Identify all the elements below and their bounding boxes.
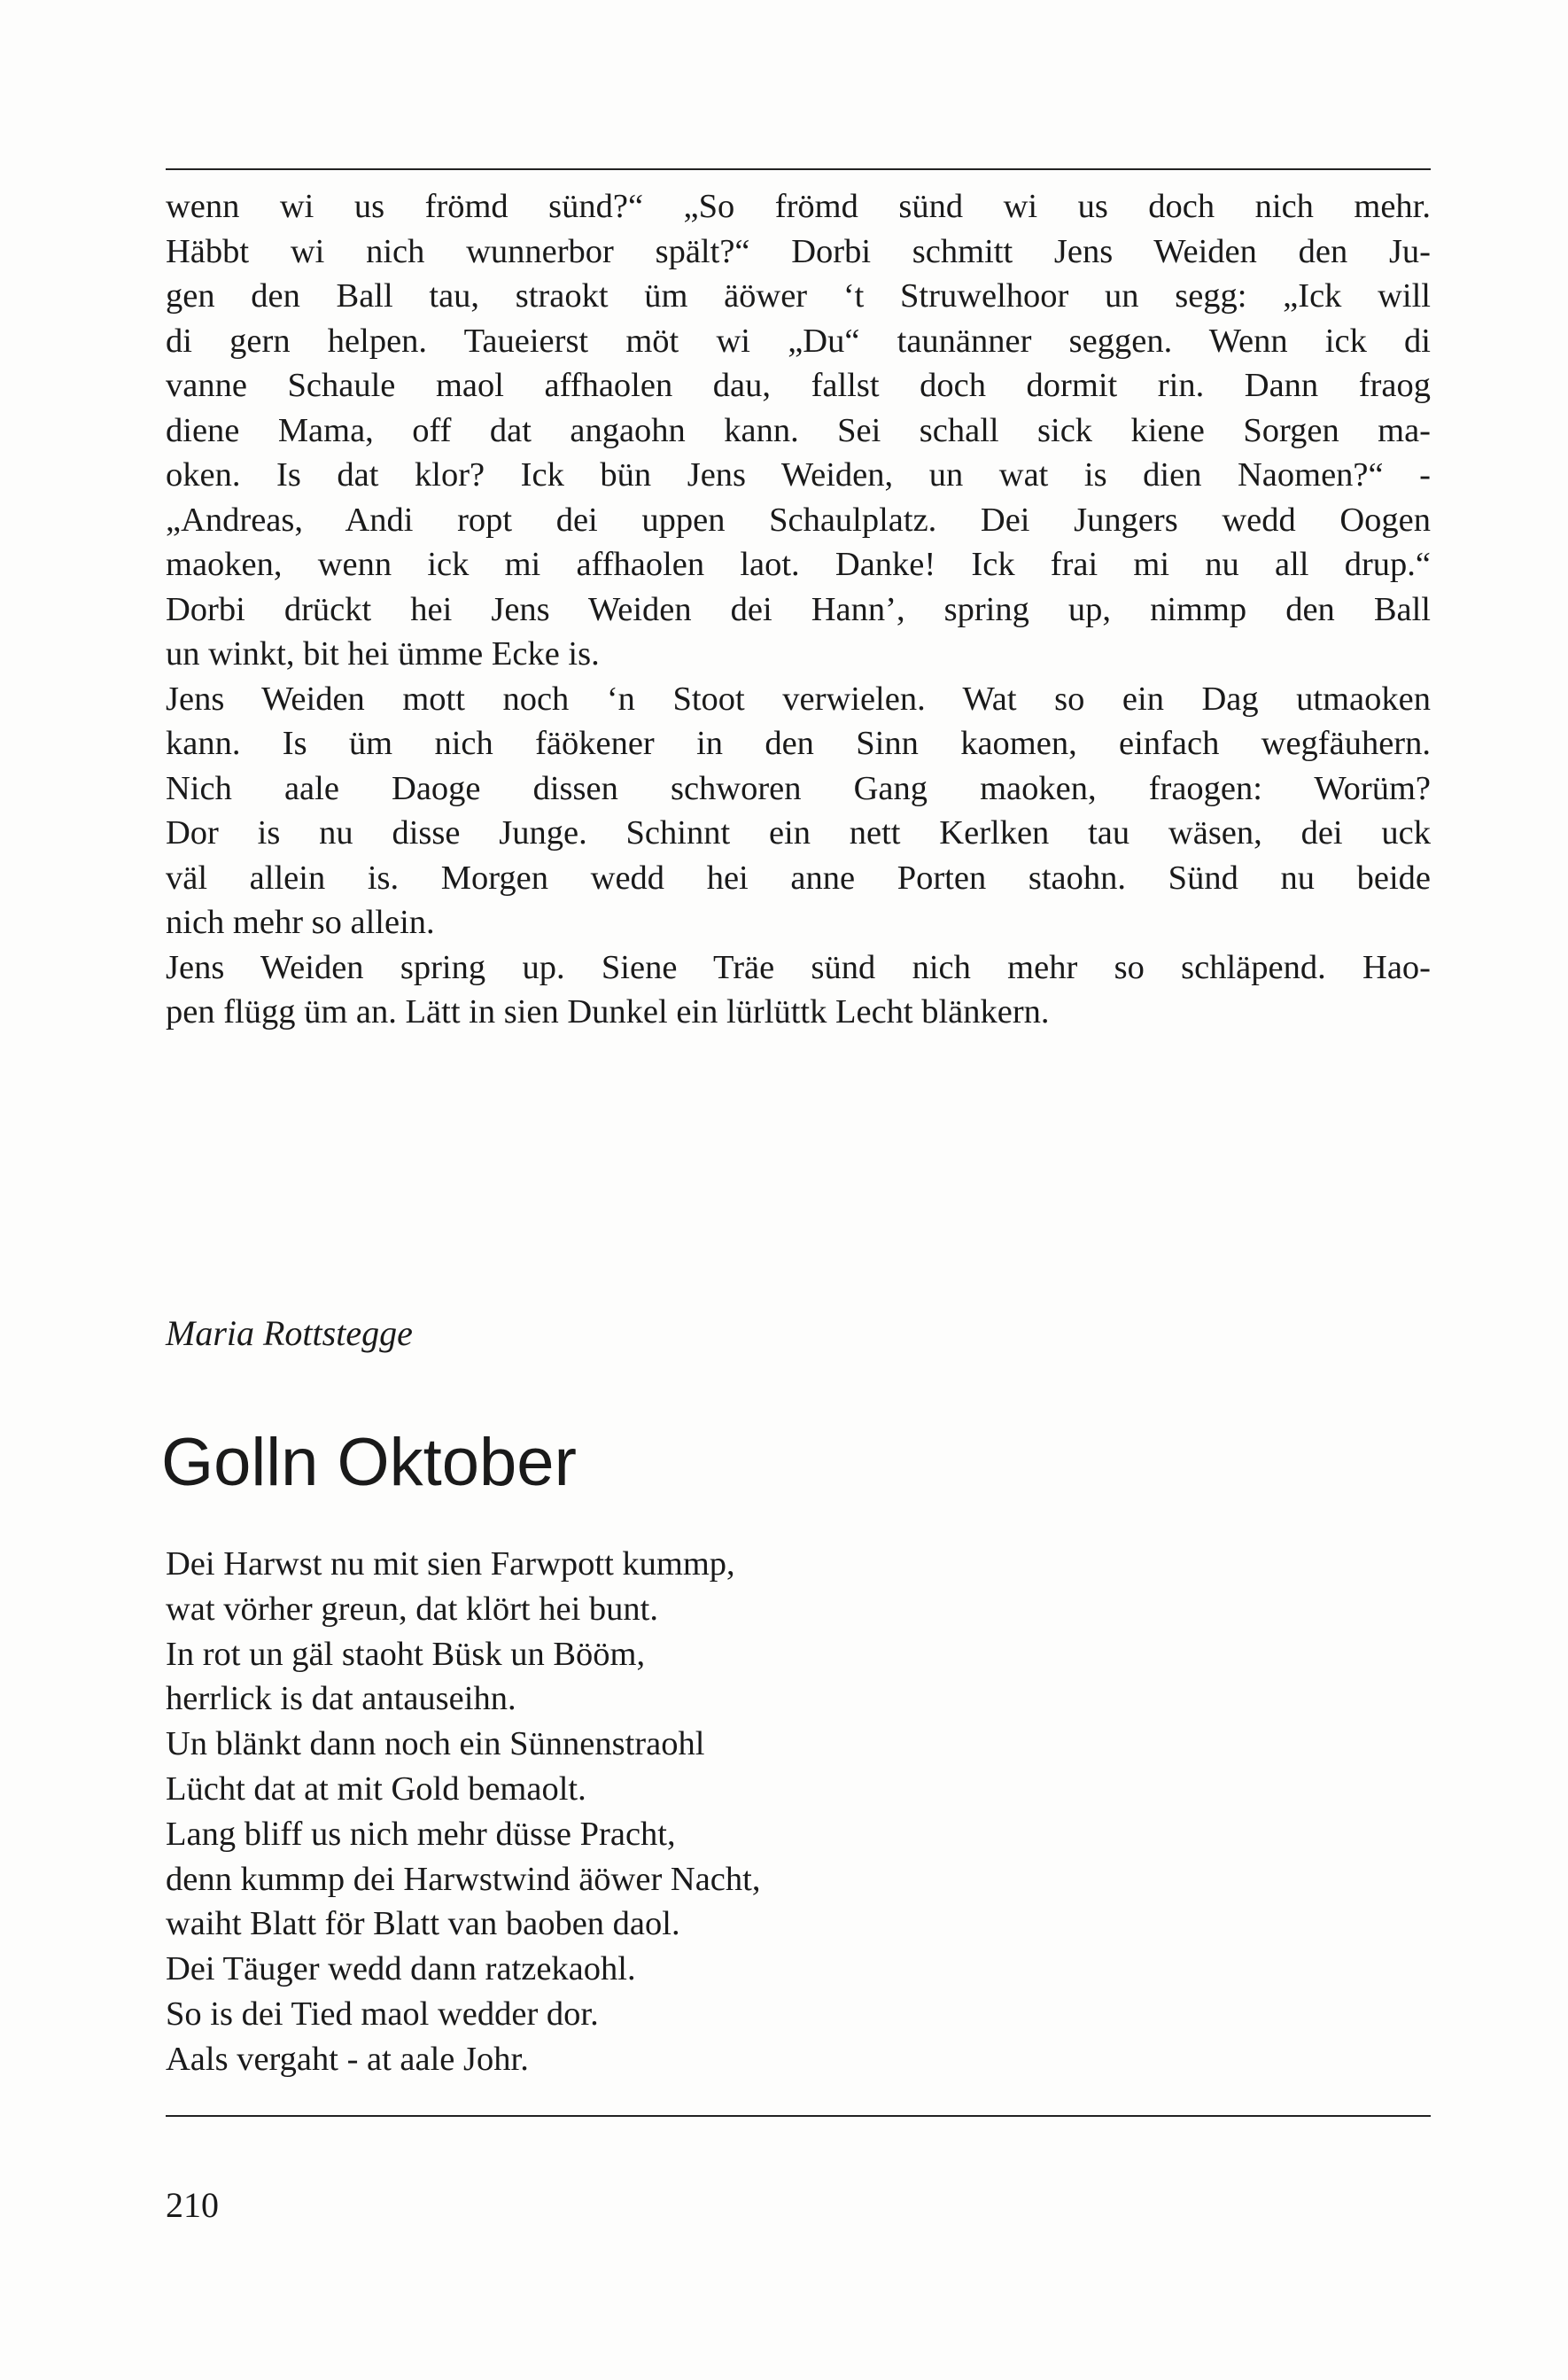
poem-verse: Lang bliff us nich mehr düsse Pracht, — [166, 1815, 676, 1853]
poem-verse: Aals vergaht - at aale Johr. — [166, 2040, 529, 2078]
prose-line: Nich aale Daoge dissen schworen Gang maoken, fraogen: Worüm? — [166, 769, 1431, 807]
prose-line: Dor is nu disse Junge. Schinnt ein nett Kerlken tau wäsen, dei uck — [166, 814, 1431, 852]
poem-verse: denn kummp dei Harwstwind äöwer Nacht, — [166, 1860, 761, 1898]
prose-line: di gern helpen. Taueierst möt wi „Du“ taunänner seggen. Wenn ick di — [166, 322, 1431, 360]
poem-verse: herrlick is dat antauseihn. — [166, 1680, 516, 1718]
poem-verse: Un blänkt dann noch ein Sünnenstraohl — [166, 1725, 705, 1763]
prose-line: Jens Weiden spring up. Siene Träe sünd nich mehr so schläpend. Hao- — [166, 948, 1431, 986]
prose-line: wenn wi us frömd sünd?“ „So frömd sünd wi us doch nich mehr. — [166, 188, 1431, 225]
poem-verse: In rot un gäl staoht Büsk un Bööm, — [166, 1635, 646, 1673]
prose-line: gen den Ball tau, straokt üm äöwer ‘t Struwelhoor un segg: „Ick will — [166, 277, 1431, 315]
prose-line: Häbbt wi nich wunnerbor spält?“ Dorbi schmitt Jens Weiden den Ju- — [166, 232, 1431, 270]
poem-verse: So is dei Tied maol wedder dor. — [166, 1995, 599, 2033]
prose-line: väl allein is. Morgen wedd hei anne Porten staohn. Sünd nu beide — [166, 859, 1431, 897]
prose-line: kann. Is üm nich fäökener in den Sinn kaomen, einfach wegfäuhern. — [166, 725, 1431, 762]
poem-title: Golln Oktober — [161, 1425, 577, 1500]
bottom-rule — [166, 2115, 1431, 2117]
prose-line: „Andreas, Andi ropt dei uppen Schaulplatz. Dei Jungers wedd Oogen — [166, 501, 1431, 539]
poem-verse: Lücht dat at mit Gold bemaolt. — [166, 1769, 586, 1808]
prose-line: vanne Schaule maol affhaolen dau, fallst doch dormit rin. Dann fraog — [166, 367, 1431, 404]
poem-verse: Dei Täuger wedd dann ratzekaohl. — [166, 1950, 636, 1988]
prose-line: pen flügg üm an. Lätt in sien Dunkel ein lürlüttk Lecht blänkern. — [166, 993, 1050, 1031]
prose-block — [166, 184, 1431, 1035]
poem-verse: Dei Harwst nu mit sien Farwpott kummp, — [166, 1545, 735, 1583]
prose-line: nich mehr so allein. — [166, 904, 435, 941]
prose-line: un winkt, bit hei ümme Ecke is. — [166, 635, 600, 673]
prose-line: oken. Is dat klor? Ick bün Jens Weiden, un wat is dien Naomen?“ - — [166, 456, 1431, 494]
prose-line: Dorbi drückt hei Jens Weiden dei Hann’, spring up, nimmp den Ball — [166, 590, 1431, 628]
prose-line: Jens Weiden mott noch ‘n Stoot verwielen. Wat so ein Dag utmaoken — [166, 680, 1431, 718]
author-name: Maria Rottstegge — [166, 1313, 413, 1353]
poem-verse: waiht Blatt för Blatt van baoben daol. — [166, 1905, 680, 1943]
page-number: 210 — [166, 2185, 219, 2225]
prose-line: maoken, wenn ick mi affhaolen laot. Danke! Ick frai mi nu all drup.“ — [166, 546, 1431, 583]
top-rule — [166, 168, 1431, 170]
poem-verse: wat vörher greun, dat klört hei bunt. — [166, 1590, 658, 1628]
poem-body — [166, 1542, 760, 2082]
prose-line: diene Mama, off dat angaohn kann. Sei schall sick kiene Sorgen ma- — [166, 411, 1431, 449]
